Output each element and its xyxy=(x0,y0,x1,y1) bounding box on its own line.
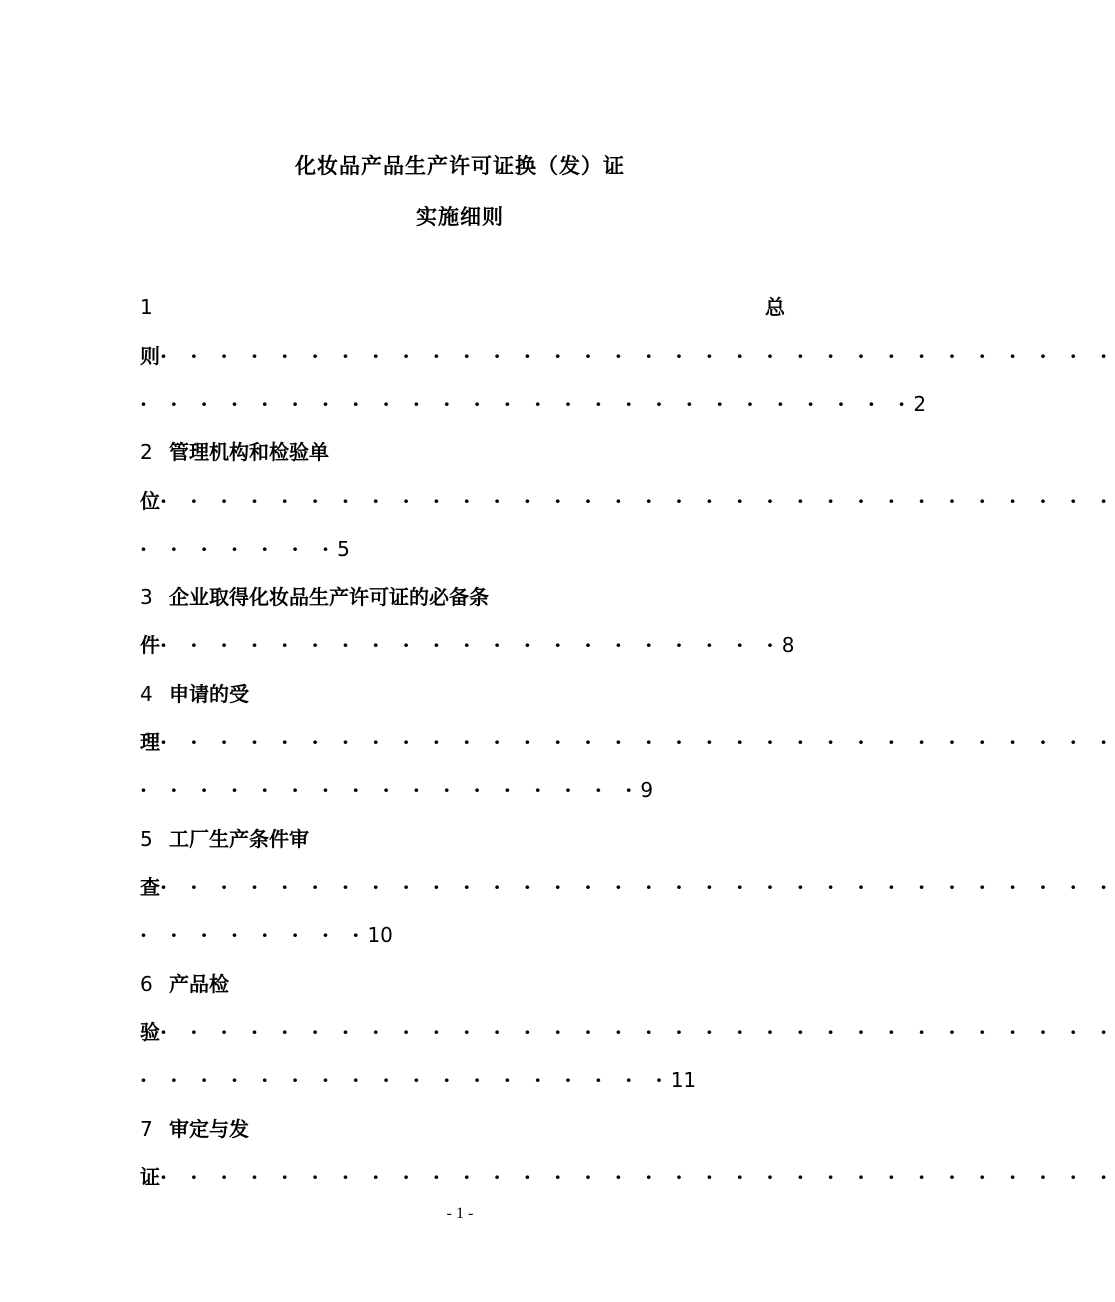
toc-entry-1-heading xyxy=(140,293,785,321)
toc-title: 总 xyxy=(765,295,785,319)
toc-entry-1-leader xyxy=(140,342,1115,370)
toc-number: 4 xyxy=(140,682,153,706)
toc-number: 6 xyxy=(140,972,153,996)
toc-title-continuation: 理 xyxy=(140,730,160,754)
toc-title-continuation: 件 xyxy=(140,633,160,657)
toc-entry-7-leader xyxy=(140,1163,1115,1191)
toc-title: 申请的受 xyxy=(168,682,249,706)
toc-title-continuation: 查 xyxy=(140,875,160,899)
toc-entry-1-page-line xyxy=(140,390,927,418)
document-title: 化妆品产品生产许可证换（发）证 xyxy=(295,153,625,178)
toc-page-number: 8 xyxy=(781,633,795,657)
toc-title-continuation: 验 xyxy=(140,1020,160,1044)
toc-entry-2-leader xyxy=(140,487,1115,515)
toc-page-number: 9 xyxy=(640,778,654,802)
toc-entry-4-leader xyxy=(140,728,1115,756)
toc-title-continuation: 证 xyxy=(140,1165,160,1189)
toc-page-number: 2 xyxy=(913,392,927,416)
page-number-footer: - 1 - xyxy=(446,1205,474,1222)
toc-entry-5-leader xyxy=(140,873,1115,901)
toc-title: 产品检 xyxy=(168,972,229,996)
toc-entry-2-heading xyxy=(140,438,785,466)
toc-entry-4-page-line xyxy=(140,776,785,804)
toc-title: 审定与发 xyxy=(168,1117,249,1141)
toc-page-number: 11 xyxy=(670,1068,697,1092)
toc-leader-dots: · · · · · · · · · · · · · · · · · · · · · · · · · · · · · · · · xyxy=(160,489,1115,513)
toc-leader-dots: · · · · · · · · xyxy=(140,923,368,947)
toc-leader-dots: · · · · · · · · · · · · · · · · · · · · · · · · · · · · · · · · xyxy=(160,1165,1115,1189)
toc-leader-dots: · · · · · · · · · · · · · · · · · · · · · · · · · · · · · · · · xyxy=(160,730,1115,754)
toc-page-number: 5 xyxy=(337,537,350,561)
toc-entry-2-page-line xyxy=(140,535,785,563)
toc-entry-6-page-line xyxy=(140,1066,785,1094)
toc-title: 企业取得化妆品生产许可证的必备条 xyxy=(168,585,489,609)
toc-title-continuation: 则 xyxy=(140,344,160,368)
toc-entry-7-heading xyxy=(140,1115,785,1143)
toc-leader-dots: · · · · · · · xyxy=(140,537,338,561)
toc-leader-dots: · · · · · · · · · · · · · · · · · · · · · · · · · · · · · · · · xyxy=(160,875,1115,899)
toc-entry-3-heading xyxy=(140,583,785,611)
toc-number: 1 xyxy=(140,295,153,319)
toc-title-continuation: 位 xyxy=(140,489,160,513)
toc-entry-6-leader xyxy=(140,1018,1115,1046)
toc-number: 7 xyxy=(140,1117,153,1141)
toc-entry-3-leader xyxy=(140,631,795,659)
toc-entry-6-heading xyxy=(140,970,785,998)
toc-entry-5-heading xyxy=(140,825,785,853)
toc-leader-dots: · · · · · · · · · · · · · · · · · · · · · · · · · · xyxy=(140,392,914,416)
toc-number: 2 xyxy=(140,440,153,464)
toc-leader-dots: · · · · · · · · · · · · · · · · · · · · · · · · · · · · · · · · xyxy=(160,1020,1115,1044)
toc-leader-dots: · · · · · · · · · · · · · · · · · · · · · xyxy=(160,633,782,657)
toc-leader-dots: · · · · · · · · · · · · · · · · · · · · · · · · · · · · · · · · xyxy=(160,344,1115,368)
toc-number: 5 xyxy=(140,827,153,851)
toc-entry-5-page-line xyxy=(140,921,785,949)
document-subtitle: 实施细则 xyxy=(416,204,504,229)
toc-number: 3 xyxy=(140,585,153,609)
toc-page-number: 10 xyxy=(367,923,393,947)
toc-title: 工厂生产条件审 xyxy=(168,827,309,851)
toc-leader-dots: · · · · · · · · · · · · · · · · · xyxy=(140,778,641,802)
toc-title: 管理机构和检验单 xyxy=(168,440,329,464)
toc-leader-dots: · · · · · · · · · · · · · · · · · · xyxy=(140,1068,671,1092)
toc-entry-4-heading xyxy=(140,680,785,708)
